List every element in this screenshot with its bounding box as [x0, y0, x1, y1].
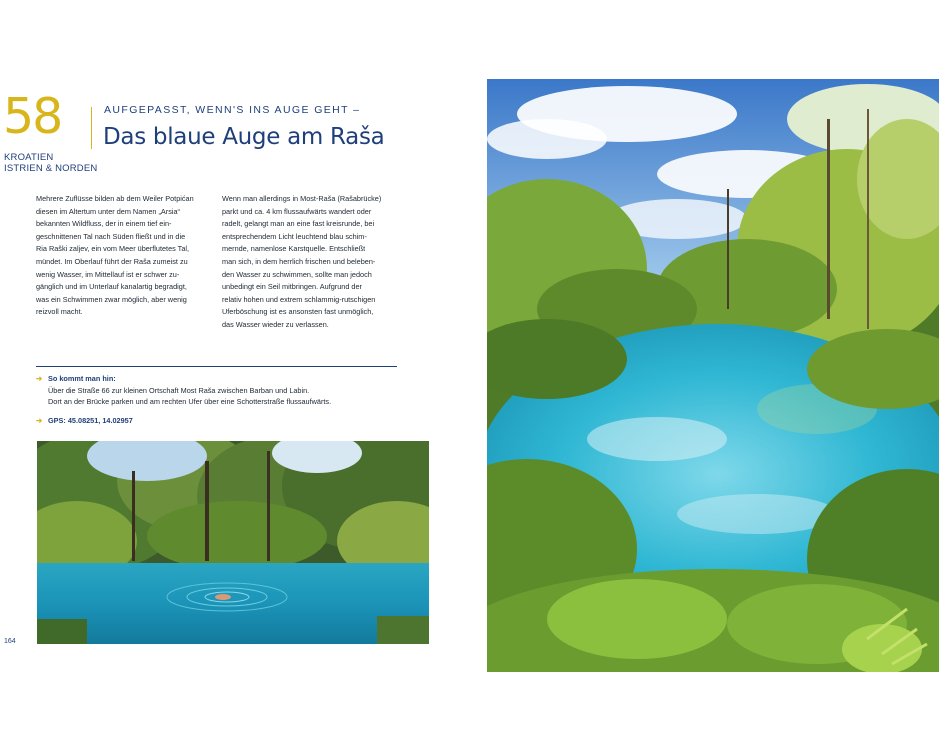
body-line: parkt und ca. 4 km flussaufwärts wandert oder: [222, 206, 372, 216]
body-line: relativ hohen und extrem schlammig-rutschigen: [222, 294, 376, 304]
gps-row: [36, 415, 416, 427]
region-country: KROATIEN: [4, 152, 54, 163]
chapter-number: 58: [3, 88, 62, 145]
directions-row: [36, 373, 416, 408]
body-line: geschnittenen Tal nach Süden fließt und in die: [36, 231, 186, 241]
body-column-1: [36, 193, 214, 319]
right-page: [470, 0, 939, 751]
info-box: [36, 373, 416, 426]
body-line: was ein Schwimmen zwar möglich, aber wenig: [36, 294, 187, 304]
body-line: reizvoll macht.: [36, 307, 83, 317]
body-line: entsprechendem Licht leuchtend blau schim-: [222, 231, 367, 241]
gps-coordinates: GPS: 45.08251, 14.02957: [48, 415, 133, 425]
region-label: [4, 152, 97, 174]
swimmer-photo: [37, 441, 429, 644]
body-line: das Wasser wieder zu verlassen.: [222, 319, 329, 329]
body-line: Ria Raški zaljev, ein vom Meer überflutetes Tal,: [36, 244, 190, 254]
region-area: ISTRIEN & NORDEN: [4, 163, 98, 174]
body-line: Wenn man allerdings in Most-Raša (Rašabrücke): [222, 194, 382, 203]
body-column-2: [222, 193, 400, 332]
body-line: gänglich und im Unterlauf kanalartig begradigt,: [36, 282, 187, 292]
body-line: Mehrere Zuflüsse bilden ab dem Weiler Potpićan: [36, 194, 194, 203]
body-line: wenig Wasser, im Mittellauf ist er schwer zu-: [36, 269, 180, 279]
arrow-right-icon: ➔: [36, 415, 43, 425]
blue-eye-photo: [487, 79, 939, 672]
body-line: diesen im Altertum unter dem Namen „Arsia“: [36, 206, 180, 216]
arrow-right-icon: ➔: [36, 374, 43, 383]
body-line: mernde, namenlose Karstquelle. Entschließt: [222, 244, 366, 254]
info-divider: [36, 366, 397, 367]
page-number: 164: [4, 638, 16, 645]
body-line: mündet. Im Oberlauf führt der Raša zumeist zu: [36, 256, 188, 266]
body-line: den Wasser zu schwimmen, sollte man jedoch: [222, 269, 372, 279]
body-line: unbedingt ein Seil mitbringen. Aufgrund der: [222, 282, 362, 292]
directions-line: Dort an der Brücke parken und am rechten Ufer über eine Schotterstraße flussaufwärts.: [48, 397, 332, 406]
directions-line: Über die Straße 66 zur kleinen Ortschaft Most Raša zwischen Barban und Labin.: [48, 385, 310, 395]
body-line: Uferböschung ist es ansonsten fast unmöglich,: [222, 307, 374, 317]
chapter-kicker: AUFGEPASST, WENN'S INS AUGE GEHT –: [104, 104, 361, 116]
title-divider: [91, 107, 92, 149]
chapter-headline: Das blaue Auge am Raša: [103, 124, 385, 150]
body-line: bekannten Wildfluss, der in einem tief ein-: [36, 219, 172, 229]
body-line: man sich, in dem herrlich frischen und beleben-: [222, 256, 376, 266]
directions-heading: So kommt man hin:: [48, 374, 116, 383]
body-line: radelt, gelangt man an eine fast kreisrunde, bei: [222, 219, 375, 229]
